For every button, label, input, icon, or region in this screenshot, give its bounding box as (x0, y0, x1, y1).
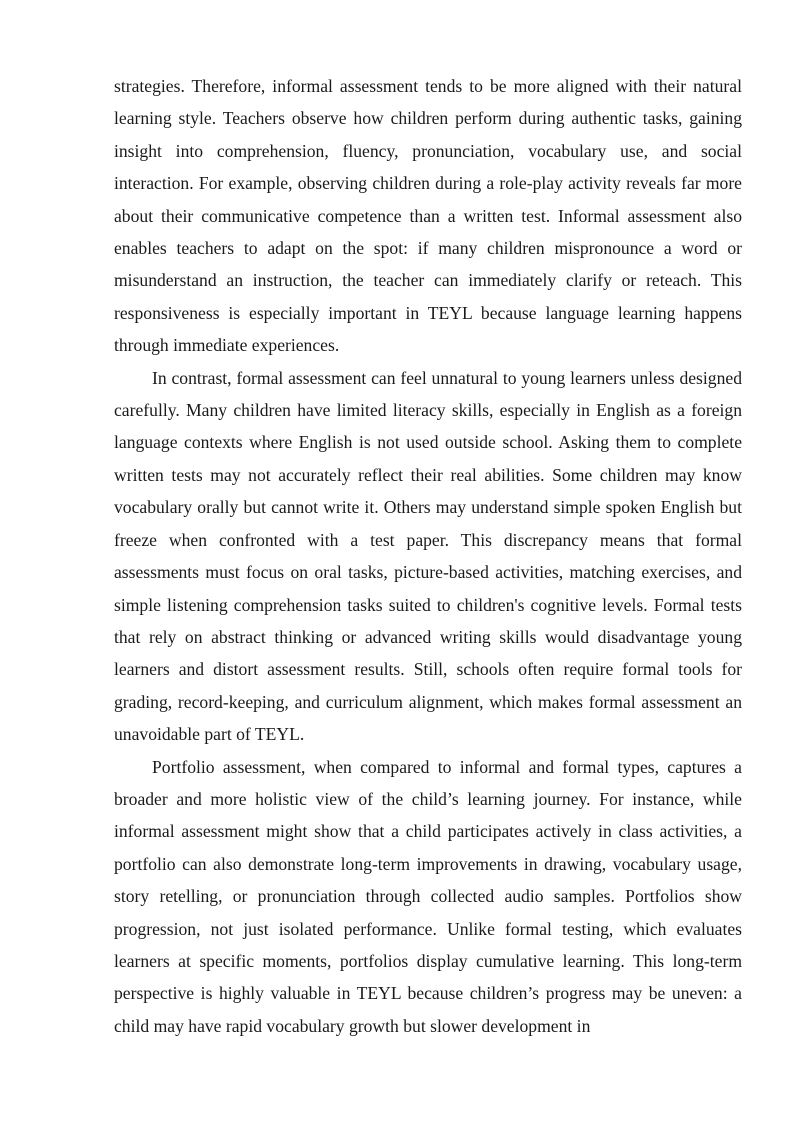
paragraph-portfolio-assessment: Portfolio assessment, when compared to informal and formal types, captures a broader and more holistic view of the child’s learning journey. For instance, while informal assessment might show that a child participates actively in class activities, a portfolio can also demonstrate long-term improvements in drawing, vocabulary usage, story retelling, or pronunciation through collected audio samples. Portfolios show progression, not just isolated performance. Unlike formal testing, which evaluates learners at specific moments, portfolios display cumulative learning. This long-term perspective is highly valuable in TEYL because children’s progress may be uneven: a child may have rapid vocabulary growth but slower development in (114, 756, 742, 1036)
paragraph-continued: strategies. Therefore, informal assessment tends to be more aligned with their natural learning style. Teachers observe how children perform during authentic tasks, gaining insight into comprehension, fluency, pronunciation, vocabulary use, and social interaction. For example, observing children during a role-play activity reveals far more about their communicative competence than a written test. Informal assessment also enables teachers to adapt on the spot: if many children mispronounce a word or misunderstand an instruction, the teacher can immediately clarify or reteach. This responsiveness is especially important in TEYL because language learning happens through immediate experiences. (114, 76, 742, 356)
body-text (114, 70, 742, 1042)
paragraph-formal-assessment: In contrast, formal assessment can feel unnatural to young learners unless designed carefully. Many children have limited literacy skills, especially in English as a foreign language contexts where English is not used outside school. Asking them to complete written tests may not accurately reflect their real abilities. Some children may know vocabulary orally but cannot write it. Others may understand simple spoken English but freeze when confronted with a test paper. This discrepancy means that formal assessments must focus on oral tasks, picture-based activities, matching exercises, and simple listening comprehension tasks suited to children's cognitive levels. Formal tests that rely on abstract thinking or advanced writing skills would disadvantage young learners and distort assessment results. Still, schools often require formal tools for grading, record-keeping, and curriculum alignment, which makes formal assessment an unavoidable part of TEYL. (114, 367, 742, 745)
